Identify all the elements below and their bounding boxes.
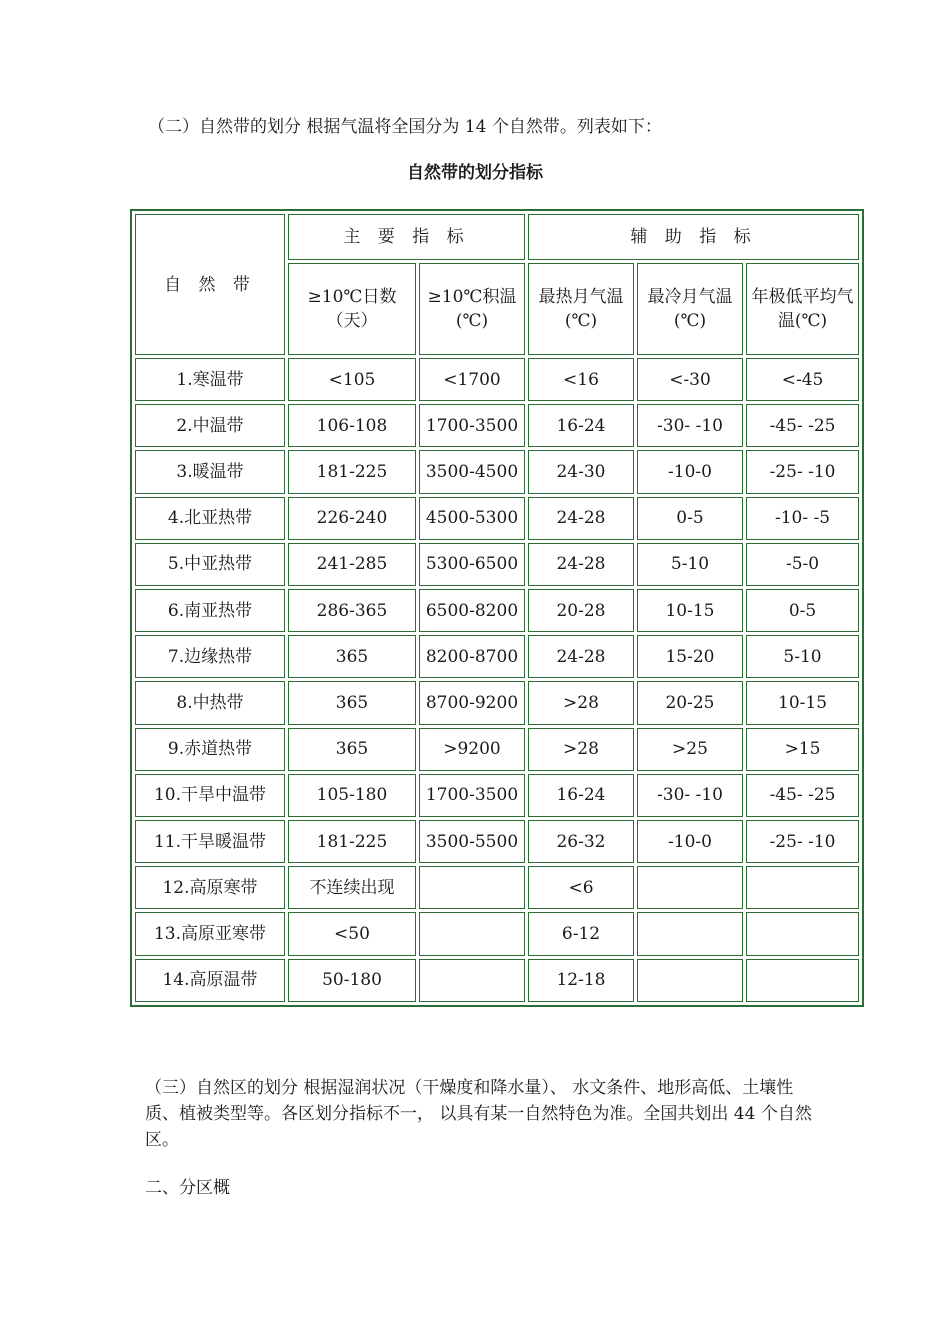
- extreme-low-value: 10-15: [746, 681, 859, 724]
- accumulated-temp-value: >9200: [419, 728, 525, 771]
- extreme-low-value: -25- -10: [746, 820, 859, 863]
- warmest-month-value: 24-28: [528, 497, 634, 540]
- warmest-month-value: 6-12: [528, 912, 634, 955]
- extreme-low-value: 5-10: [746, 635, 859, 678]
- coldest-month-value: -30- -10: [637, 774, 743, 817]
- days-value: 241-285: [288, 543, 416, 586]
- extreme-low-value: 0-5: [746, 589, 859, 632]
- accumulated-temp-value: 3500-5500: [419, 820, 525, 863]
- table-row: [135, 774, 859, 817]
- zone-name: 3.暖温带: [135, 450, 285, 493]
- header-zone: 自 然 带: [135, 214, 285, 355]
- warmest-month-value: 26-32: [528, 820, 634, 863]
- accumulated-temp-value: 8700-9200: [419, 681, 525, 724]
- zone-name: 9.赤道热带: [135, 728, 285, 771]
- accumulated-temp-value: 8200-8700: [419, 635, 525, 678]
- table-row: [135, 589, 859, 632]
- days-value: 365: [288, 681, 416, 724]
- days-value: <105: [288, 358, 416, 401]
- table-row: [135, 912, 859, 955]
- coldest-month-value: <-30: [637, 358, 743, 401]
- table-row: [135, 358, 859, 401]
- coldest-month-value: 0-5: [637, 497, 743, 540]
- extreme-low-value: >15: [746, 728, 859, 771]
- table-row: [135, 728, 859, 771]
- header-warmest-month: 最热月气温(℃): [528, 263, 634, 355]
- warmest-month-value: <16: [528, 358, 634, 401]
- extreme-low-value: [746, 866, 859, 909]
- zone-name: 4.北亚热带: [135, 497, 285, 540]
- coldest-month-value: 10-15: [637, 589, 743, 632]
- extreme-low-value: [746, 959, 859, 1002]
- table-row: [135, 959, 859, 1002]
- table-row: [135, 635, 859, 678]
- warmest-month-value: 24-30: [528, 450, 634, 493]
- table-row: [135, 404, 859, 447]
- warmest-month-value: 24-28: [528, 635, 634, 678]
- extreme-low-value: -45- -25: [746, 774, 859, 817]
- coldest-month-value: [637, 959, 743, 1002]
- zone-name: 13.高原亚寒带: [135, 912, 285, 955]
- accumulated-temp-value: [419, 866, 525, 909]
- accumulated-temp-value: <1700: [419, 358, 525, 401]
- zone-name: 2.中温带: [135, 404, 285, 447]
- days-value: 105-180: [288, 774, 416, 817]
- warmest-month-value: >28: [528, 728, 634, 771]
- table-row: [135, 543, 859, 586]
- accumulated-temp-value: 1700-3500: [419, 404, 525, 447]
- extreme-low-value: -10- -5: [746, 497, 859, 540]
- extreme-low-value: -25- -10: [746, 450, 859, 493]
- coldest-month-value: -10-0: [637, 820, 743, 863]
- natural-zone-table: [130, 209, 864, 1007]
- coldest-month-value: 15-20: [637, 635, 743, 678]
- table-row: [135, 497, 859, 540]
- days-value: 106-108: [288, 404, 416, 447]
- accumulated-temp-value: [419, 912, 525, 955]
- coldest-month-value: [637, 866, 743, 909]
- days-value: 181-225: [288, 820, 416, 863]
- zone-name: 6.南亚热带: [135, 589, 285, 632]
- accumulated-temp-value: 5300-6500: [419, 543, 525, 586]
- zone-name: 5.中亚热带: [135, 543, 285, 586]
- section-3-paragraph: （三）自然区的划分 根据湿润状况（干燥度和降水量）、 水文条件、地形高低、土壤性质、植被类型等。各区划分指标不一， 以具有某一自然特色为准。全国共划出 44 个自然区。: [145, 1078, 812, 1150]
- extreme-low-value: -45- -25: [746, 404, 859, 447]
- zone-name: 10.干旱中温带: [135, 774, 285, 817]
- section-heading: 二、分区概: [145, 1178, 230, 1198]
- coldest-month-value: -30- -10: [637, 404, 743, 447]
- days-value: 181-225: [288, 450, 416, 493]
- extreme-low-value: -5-0: [746, 543, 859, 586]
- accumulated-temp-value: 6500-8200: [419, 589, 525, 632]
- warmest-month-value: >28: [528, 681, 634, 724]
- accumulated-temp-value: 4500-5300: [419, 497, 525, 540]
- table-row: [135, 450, 859, 493]
- warmest-month-value: 24-28: [528, 543, 634, 586]
- header-main-indicators: 主 要 指 标: [288, 214, 525, 260]
- days-value: 286-365: [288, 589, 416, 632]
- warmest-month-value: 12-18: [528, 959, 634, 1002]
- warmest-month-value: <6: [528, 866, 634, 909]
- intro-paragraph: （二）自然带的划分 根据气温将全国分为 14 个自然带。列表如下：: [148, 117, 662, 137]
- days-value: 不连续出现: [288, 866, 416, 909]
- accumulated-temp-value: 1700-3500: [419, 774, 525, 817]
- table-row: [135, 820, 859, 863]
- table-row: [135, 681, 859, 724]
- accumulated-temp-value: [419, 959, 525, 1002]
- coldest-month-value: -10-0: [637, 450, 743, 493]
- header-annual-extreme-low: 年极低平均气温(℃): [746, 263, 859, 355]
- warmest-month-value: 20-28: [528, 589, 634, 632]
- table-row: [135, 866, 859, 909]
- header-days: ≥10℃日数（天）: [288, 263, 416, 355]
- accumulated-temp-value: 3500-4500: [419, 450, 525, 493]
- header-aux-indicators: 辅 助 指 标: [528, 214, 859, 260]
- zone-name: 14.高原温带: [135, 959, 285, 1002]
- zone-name: 11.干旱暖温带: [135, 820, 285, 863]
- table-title: 自然带的划分指标: [407, 163, 543, 183]
- coldest-month-value: >25: [637, 728, 743, 771]
- zone-name: 1.寒温带: [135, 358, 285, 401]
- header-accumulated-temp: ≥10℃积温(℃): [419, 263, 525, 355]
- days-value: <50: [288, 912, 416, 955]
- coldest-month-value: 5-10: [637, 543, 743, 586]
- days-value: 365: [288, 728, 416, 771]
- extreme-low-value: <-45: [746, 358, 859, 401]
- days-value: 50-180: [288, 959, 416, 1002]
- extreme-low-value: [746, 912, 859, 955]
- warmest-month-value: 16-24: [528, 774, 634, 817]
- zone-name: 8.中热带: [135, 681, 285, 724]
- zone-name: 7.边缘热带: [135, 635, 285, 678]
- header-coldest-month: 最冷月气温(℃): [637, 263, 743, 355]
- warmest-month-value: 16-24: [528, 404, 634, 447]
- coldest-month-value: [637, 912, 743, 955]
- days-value: 365: [288, 635, 416, 678]
- days-value: 226-240: [288, 497, 416, 540]
- coldest-month-value: 20-25: [637, 681, 743, 724]
- zone-name: 12.高原寒带: [135, 866, 285, 909]
